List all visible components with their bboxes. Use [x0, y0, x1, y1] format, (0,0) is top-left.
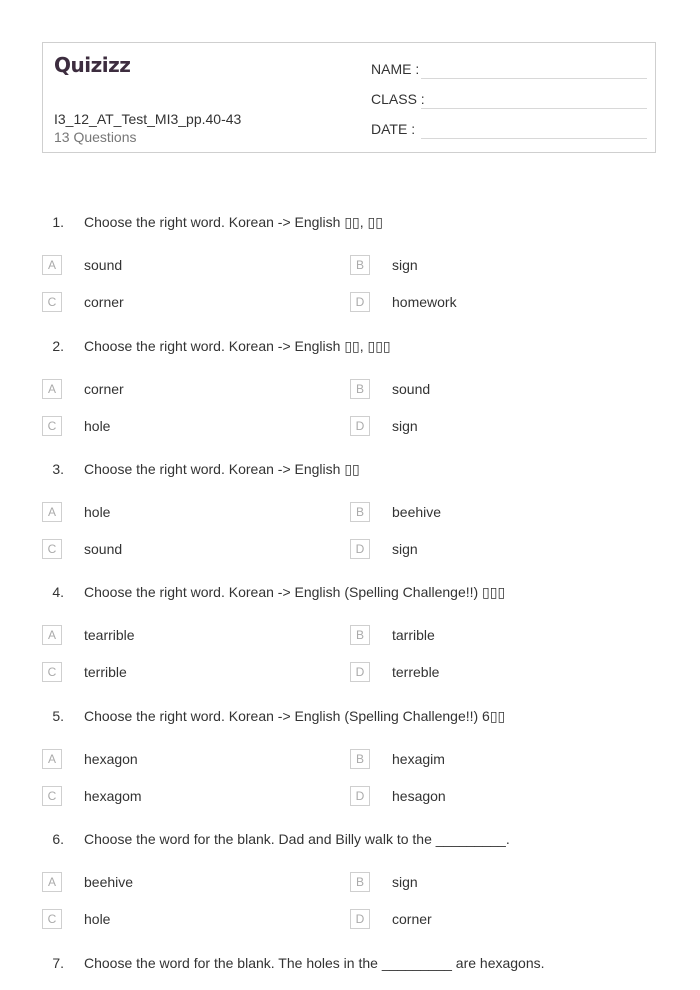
answer-option[interactable] [42, 502, 342, 524]
option-text: terreble [392, 664, 440, 680]
option-letter-box[interactable]: A [42, 255, 62, 275]
question-text: Choose the right word. Korean -> English (Spelling Challenge!!) 6▯▯ [84, 708, 506, 724]
option-letter-box[interactable]: B [350, 749, 370, 769]
option-text: homework [392, 294, 457, 310]
date-line[interactable] [421, 138, 647, 139]
question-text: Choose the word for the blank. Dad and Billy walk to the _________. [84, 831, 510, 847]
option-text: hexagon [84, 751, 138, 767]
question-text: Choose the right word. Korean -> English ▯▯ [84, 461, 360, 477]
answer-option[interactable] [42, 625, 342, 647]
answer-option[interactable] [42, 416, 342, 438]
answer-option[interactable] [350, 379, 650, 401]
class-label: CLASS : [371, 91, 425, 107]
option-text: hole [84, 504, 111, 520]
option-letter-box[interactable]: A [42, 502, 62, 522]
option-letter-box[interactable]: D [350, 786, 370, 806]
option-letter-box[interactable]: C [42, 909, 62, 929]
option-letter-box[interactable]: B [350, 872, 370, 892]
option-letter-box[interactable]: A [42, 872, 62, 892]
option-text: corner [84, 381, 124, 397]
question-text: Choose the right word. Korean -> English ▯▯, ▯▯ [84, 214, 383, 230]
answer-option[interactable] [350, 909, 650, 931]
question-number: 5. [52, 708, 64, 724]
option-text: hexagim [392, 751, 445, 767]
option-letter-box[interactable]: C [42, 416, 62, 436]
answer-option[interactable] [350, 786, 650, 808]
question-number: 1. [52, 214, 64, 230]
option-letter-box[interactable]: A [42, 379, 62, 399]
date-field[interactable] [371, 119, 647, 139]
answer-option[interactable] [350, 539, 650, 561]
answer-option[interactable] [350, 872, 650, 894]
option-text: hole [84, 418, 111, 434]
answer-option[interactable] [350, 662, 650, 684]
answer-option[interactable] [42, 662, 342, 684]
option-letter-box[interactable]: C [42, 786, 62, 806]
option-letter-box[interactable]: C [42, 662, 62, 682]
answer-option[interactable] [42, 292, 342, 314]
answer-option[interactable] [350, 292, 650, 314]
option-text: terrible [84, 664, 127, 680]
option-letter-box[interactable]: D [350, 539, 370, 559]
answer-option[interactable] [350, 749, 650, 771]
class-field[interactable] [371, 89, 647, 109]
question-1 [0, 214, 700, 234]
question-5 [0, 708, 700, 728]
option-letter-box[interactable]: B [350, 625, 370, 645]
answer-option[interactable] [350, 416, 650, 438]
option-text: hesagon [392, 788, 446, 804]
option-text: sound [392, 381, 431, 397]
class-line[interactable] [421, 108, 647, 109]
date-label: DATE : [371, 121, 416, 137]
question-4 [0, 584, 700, 604]
question-text: Choose the right word. Korean -> English ▯▯, ▯▯▯ [84, 338, 391, 354]
option-text: hexagom [84, 788, 142, 804]
option-text: sound [84, 541, 123, 557]
option-text: sign [392, 541, 418, 557]
answer-option[interactable] [350, 625, 650, 647]
option-text: sound [84, 257, 123, 273]
option-letter-box[interactable]: A [42, 749, 62, 769]
question-number: 4. [52, 584, 64, 600]
quiz-title: I3_12_AT_Test_MI3_pp.40-43 [54, 111, 242, 127]
option-letter-box[interactable]: D [350, 662, 370, 682]
option-letter-box[interactable]: C [42, 539, 62, 559]
answer-option[interactable] [42, 255, 342, 277]
option-text: sign [392, 257, 418, 273]
option-letter-box[interactable]: A [42, 625, 62, 645]
option-letter-box[interactable]: C [42, 292, 62, 312]
quizizz-logo: Quizizz [54, 53, 131, 77]
option-text: corner [84, 294, 124, 310]
option-letter-box[interactable]: B [350, 502, 370, 522]
question-6 [0, 831, 700, 851]
option-text: beehive [84, 874, 134, 890]
answer-option[interactable] [42, 749, 342, 771]
option-text: tearrible [84, 627, 135, 643]
question-number: 2. [52, 338, 64, 354]
option-text: sign [392, 874, 418, 890]
answer-option[interactable] [42, 379, 342, 401]
answer-option[interactable] [42, 909, 342, 931]
option-text: tarrible [392, 627, 435, 643]
question-number: 6. [52, 831, 64, 847]
name-line[interactable] [421, 78, 647, 79]
option-letter-box[interactable]: B [350, 255, 370, 275]
name-field[interactable] [371, 59, 647, 79]
option-text: corner [392, 911, 432, 927]
answer-option[interactable] [42, 539, 342, 561]
option-text: hole [84, 911, 111, 927]
answer-option[interactable] [350, 502, 650, 524]
answer-option[interactable] [350, 255, 650, 277]
option-letter-box[interactable]: D [350, 416, 370, 436]
answer-option[interactable] [42, 786, 342, 808]
question-7 [0, 955, 700, 975]
answer-option[interactable] [42, 872, 342, 894]
question-number: 7. [52, 955, 64, 971]
option-letter-box[interactable]: B [350, 379, 370, 399]
question-number: 3. [52, 461, 64, 477]
option-text: sign [392, 418, 418, 434]
question-3 [0, 461, 700, 481]
question-text: Choose the word for the blank. The holes in the _________ are hexagons. [84, 955, 545, 971]
option-letter-box[interactable]: D [350, 292, 370, 312]
option-text: beehive [392, 504, 442, 520]
question-2 [0, 338, 700, 358]
option-letter-box[interactable]: D [350, 909, 370, 929]
worksheet-header [42, 42, 656, 153]
question-text: Choose the right word. Korean -> English (Spelling Challenge!!) ▯▯▯ [84, 584, 506, 600]
question-count: 13 Questions [54, 129, 137, 145]
name-label: NAME : [371, 61, 420, 77]
